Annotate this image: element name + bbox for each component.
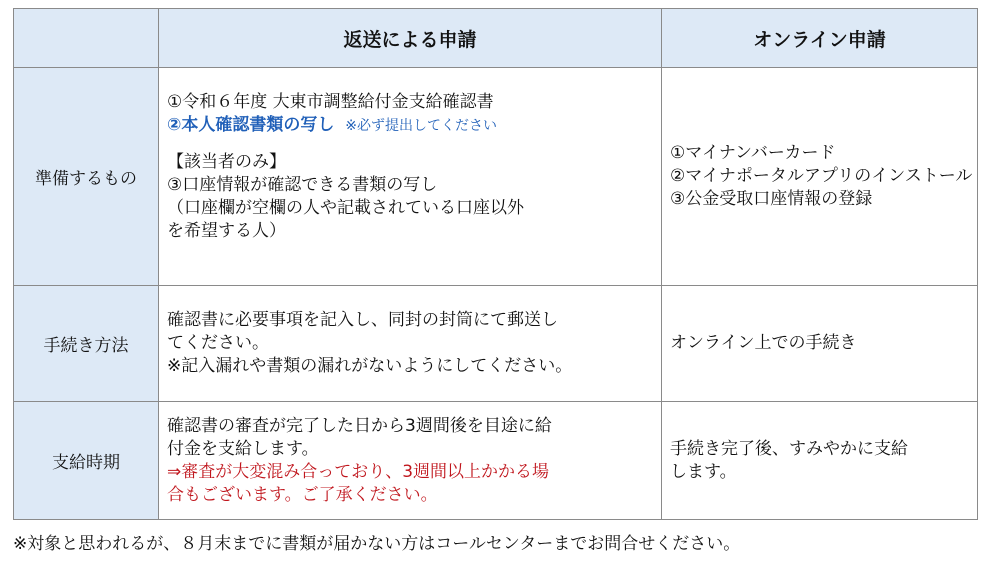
prep-online-line2: ②マイナポータルアプリのインストール [670,166,973,186]
prep-mail-subhead: 【該当者のみ】 [167,152,286,172]
timing-online-line2: します。 [670,461,737,482]
prep-online-line1: ①マイナンバーカード [670,143,836,163]
method-mail-cell [159,286,662,402]
method-mail-line1: 確認書に必要事項を記入し、同封の封筒にて郵送し [167,310,558,330]
prep-mail-line3: ③口座情報が確認できる書類の写し [167,175,438,195]
row-preparation [14,68,978,286]
timing-mail-line2: 付金を支給します。 [167,438,319,459]
corner-cell [14,9,159,68]
preparation-mail-cell [159,68,662,286]
row-label-timing: 支給時期 [14,402,159,520]
timing-mail-line3: ⇒審査が大変混み合っており、3週間以上かかる場 [167,461,550,482]
method-mail-line3: ※記入漏れや書類の漏れがないようにしてください。 [167,356,573,376]
footnote: ※対象と思われるが、８月末までに書類が届かない方はコールセンターまでお問合せください。 [13,534,741,554]
method-mail-line2: てください。 [167,333,269,353]
spacer [167,138,655,151]
row-method [14,286,978,402]
header-row [14,9,978,68]
prep-mail-line4: （口座欄が空欄の人や記載されている口座以外 [167,198,524,218]
method-online-cell [662,286,978,402]
application-comparison-table [13,8,978,520]
timing-online-cell [662,402,978,520]
column-header-mail: 返送による申請 [159,9,662,68]
preparation-online-cell [662,68,978,286]
row-label-preparation: 準備するもの [14,68,159,286]
prep-mail-line2 [167,114,655,138]
column-header-online: オンライン申請 [662,9,978,68]
timing-online-line1: 手続き完了後、すみやかに支給 [670,438,908,459]
row-label-method: 手続き方法 [14,286,159,402]
prep-online-line3: ③公金受取口座情報の登録 [670,189,873,209]
prep-mail-line1: ①令和６年度 大東市調整給付金支給確認書 [167,92,494,112]
timing-mail-line1: 確認書の審査が完了した日から3週間後を目途に給 [167,415,552,436]
must-submit-note: ※必ず提出してください [345,118,497,134]
timing-mail-line4: 合もございます。ご了承ください。 [167,484,438,505]
id-document-required: ②本人確認書類の写し [167,115,335,135]
timing-mail-cell [159,402,662,520]
row-timing [14,402,978,520]
method-online-line1: オンライン上での手続き [670,333,857,353]
prep-mail-line5: を希望する人） [167,221,286,241]
